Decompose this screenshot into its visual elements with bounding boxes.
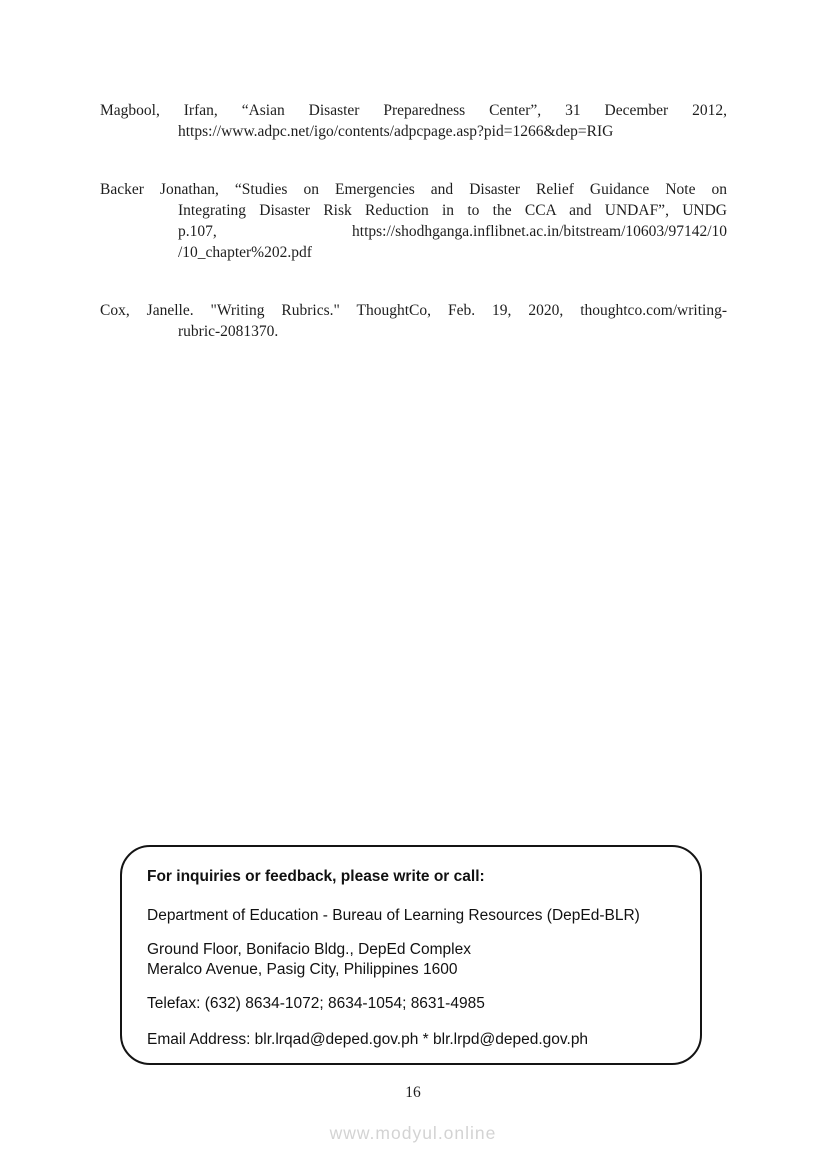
contact-telefax: Telefax: (632) 8634-1072; 8634-1054; 8631-4985 <box>147 995 485 1012</box>
contact-address-line2: Meralco Avenue, Pasig City, Philippines 1600 <box>147 961 458 978</box>
contact-department: Department of Education - Bureau of Learning Resources (DepEd-BLR) <box>147 907 640 924</box>
reference-line: rubric-2081370. <box>178 323 279 340</box>
contact-email: Email Address: blr.lrqad@deped.gov.ph * blr.lrpd@deped.gov.ph <box>147 1031 589 1048</box>
reference-line: Backer Jonathan, “Studies on Emergencies and Disaster Relief Guidance Note on <box>100 181 727 198</box>
reference-entry-magbool <box>100 100 727 142</box>
reference-url: https://www.adpc.net/igo/contents/adpcpage.asp?pid=1266&dep=RIG <box>178 123 614 140</box>
reference-line: Magbool, Irfan, “Asian Disaster Preparedness Center”, 31 December 2012, <box>100 102 727 119</box>
references-section <box>100 100 727 379</box>
reference-line: Integrating Disaster Risk Reduction in to the CCA and UNDAF”, UNDG <box>178 202 727 219</box>
contact-address-line1: Ground Floor, Bonifacio Bldg., DepEd Complex <box>147 941 471 958</box>
reference-url: /10_chapter%202.pdf <box>178 244 312 261</box>
page-number: 16 <box>405 1084 421 1101</box>
reference-entry-cox <box>100 300 727 342</box>
reference-url: p.107, https://shodhganga.inflibnet.ac.in/bitstream/10603/97142/10 <box>178 223 727 240</box>
contact-info-box <box>120 845 702 1065</box>
watermark: www.modyul.online <box>329 1123 497 1143</box>
reference-line: Cox, Janelle. "Writing Rubrics." ThoughtCo, Feb. 19, 2020, thoughtco.com/writing- <box>100 302 727 319</box>
contact-heading: For inquiries or feedback, please write or call: <box>147 868 485 885</box>
reference-entry-backer <box>100 179 727 263</box>
